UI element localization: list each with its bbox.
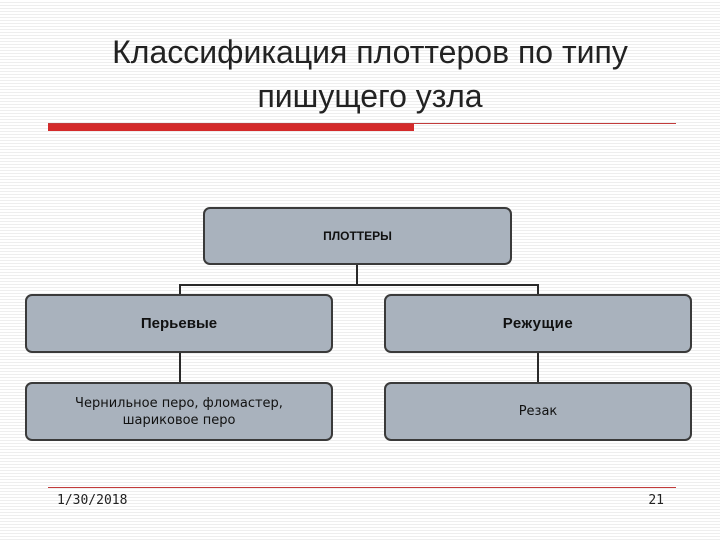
- footer-page-number: 21: [648, 493, 664, 508]
- root-node-plotters: [203, 207, 512, 265]
- branch-node-pen: [25, 294, 333, 353]
- connector-root-to-branches: [180, 264, 538, 295]
- branch-node-cutting: [384, 294, 692, 353]
- branch-node-cutting-label: Режущие: [502, 315, 574, 332]
- leaf-node-pen-types: [25, 382, 333, 441]
- footer-divider: [48, 487, 676, 488]
- footer-date: 1/30/2018: [57, 493, 128, 508]
- leaf-node-cutter: [384, 382, 692, 441]
- branch-node-pen-label: Перьевые: [140, 315, 218, 332]
- root-node-label: ПЛОТТЕРЫ: [323, 229, 392, 243]
- leaf-node-cutter-label: Резак: [518, 404, 558, 419]
- leaf-node-pen-types-label: Чернильное перо, фломастер, шариковое перо: [75, 395, 283, 428]
- slide-title: Классификация плоттеров по типу пишущего узла: [112, 34, 628, 114]
